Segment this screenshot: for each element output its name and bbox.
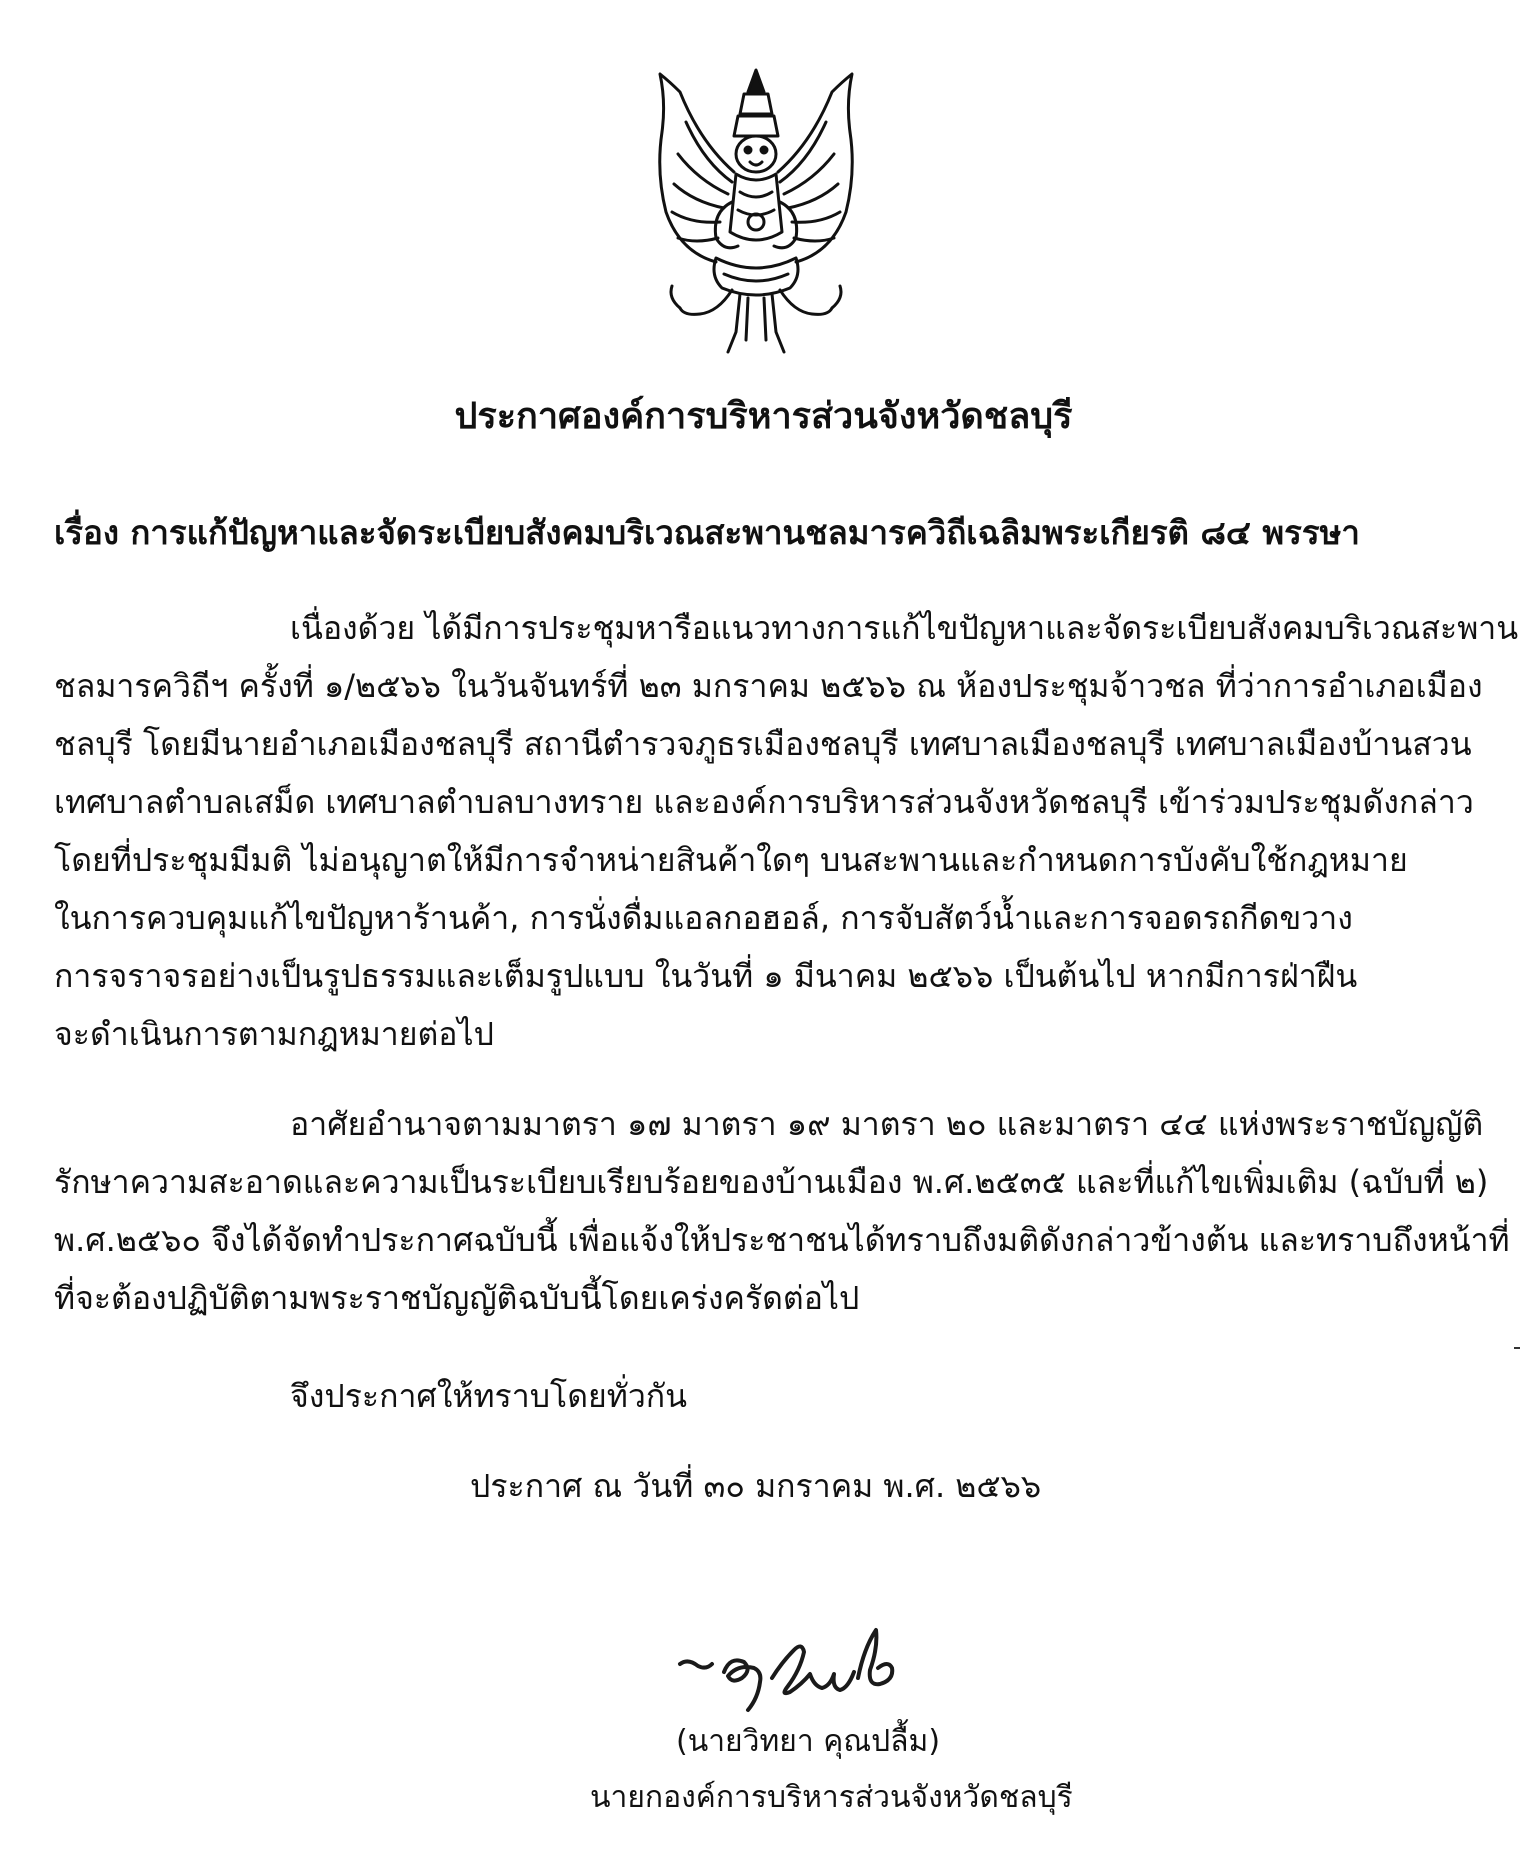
signer-title: นายกองค์การบริหารส่วนจังหวัดชลบุรี <box>590 1780 1073 1815</box>
paragraph-1-line: ในการควบคุมแก้ไขปัญหาร้านค้า, การนั่งดื่มแอลกอฮอล์, การจับสัตว์น้ำและการจอดรถกีดขวาง <box>54 899 1353 937</box>
paragraph-2-line: อาศัยอำนาจตามมาตรา ๑๗ มาตรา ๑๙ มาตรา ๒๐ และมาตรา ๔๔ แห่งพระราชบัญญัติ <box>290 1105 1484 1143</box>
paragraph-1-line: ชลบุรี โดยมีนายอำเภอเมืองชลบุรี สถานีตำรวจภูธรเมืองชลบุรี เทศบาลเมืองชลบุรี เทศบาลเมืองบ้านสวน <box>54 725 1472 763</box>
paragraph-1-line: การจราจรอย่างเป็นรูปธรรมและเต็มรูปแบบ ในวันที่ ๑ มีนาคม ๒๕๖๖ เป็นต้นไป หากมีการฝ่าฝืน <box>54 957 1358 995</box>
announcement-date: ประกาศ ณ วันที่ ๓๐ มกราคม พ.ศ. ๒๕๖๖ <box>470 1467 1042 1505</box>
paragraph-1-line: ชลมารควิถีฯ ครั้งที่ ๑/๒๕๖๖ ในวันจันทร์ที่ ๒๓ มกราคม ๒๕๖๖ ณ ห้องประชุมจ้าวชล ที่ว่าการอำเภอเมือง <box>54 667 1483 705</box>
paragraph-2-line: รักษาความสะอาดและความเป็นระเบียบเรียบร้อยของบ้านเมือง พ.ศ.๒๕๓๕ และที่แก้ไขเพิ่มเติม (ฉบับที่ ๒) <box>54 1163 1489 1201</box>
announcement-title: ประกาศองค์การบริหารส่วนจังหวัดชลบุรี <box>454 396 1073 437</box>
handwritten-signature-icon <box>672 1608 922 1718</box>
paragraph-2-line: ที่จะต้องปฏิบัติตามพระราชบัญญัติฉบับนี้โดยเคร่งครัดต่อไป <box>54 1279 860 1317</box>
paragraph-2-line: พ.ศ.๒๕๖๐ จึงได้จัดทำประกาศฉบับนี้ เพื่อแจ้งให้ประชาชนได้ทราบถึงมติดังกล่าวข้างต้น และทราบถึงหน้าที่ <box>54 1221 1510 1259</box>
paragraph-1-line: จะดำเนินการตามกฎหมายต่อไป <box>54 1015 494 1053</box>
paragraph-1-line: เทศบาลตำบลเสม็ด เทศบาลตำบลบางทราย และองค์การบริหารส่วนจังหวัดชลบุรี เข้าร่วมประชุมดังกล่าว <box>54 783 1474 821</box>
closing-statement: จึงประกาศให้ทราบโดยทั่วกัน <box>290 1377 688 1415</box>
signer-name: (นายวิทยา คุณปลื้ม) <box>676 1724 941 1759</box>
garuda-emblem-icon <box>620 62 892 362</box>
paragraph-1-line: เนื่องด้วย ได้มีการประชุมหารือแนวทางการแก้ไขปัญหาและจัดระเบียบสังคมบริเวณสะพาน <box>290 609 1519 647</box>
announcement-subject: เรื่อง การแก้ปัญหาและจัดระเบียบสังคมบริเวณสะพานชลมารควิถีเฉลิมพระเกียรติ ๘๔ พรรษา <box>54 513 1360 552</box>
scan-mark <box>1514 1343 1520 1349</box>
paragraph-1-line: โดยที่ประชุมมีมติ ไม่อนุญาตให้มีการจำหน่ายสินค้าใดๆ บนสะพานและกำหนดการบังคับใช้กฎหมาย <box>54 841 1408 879</box>
